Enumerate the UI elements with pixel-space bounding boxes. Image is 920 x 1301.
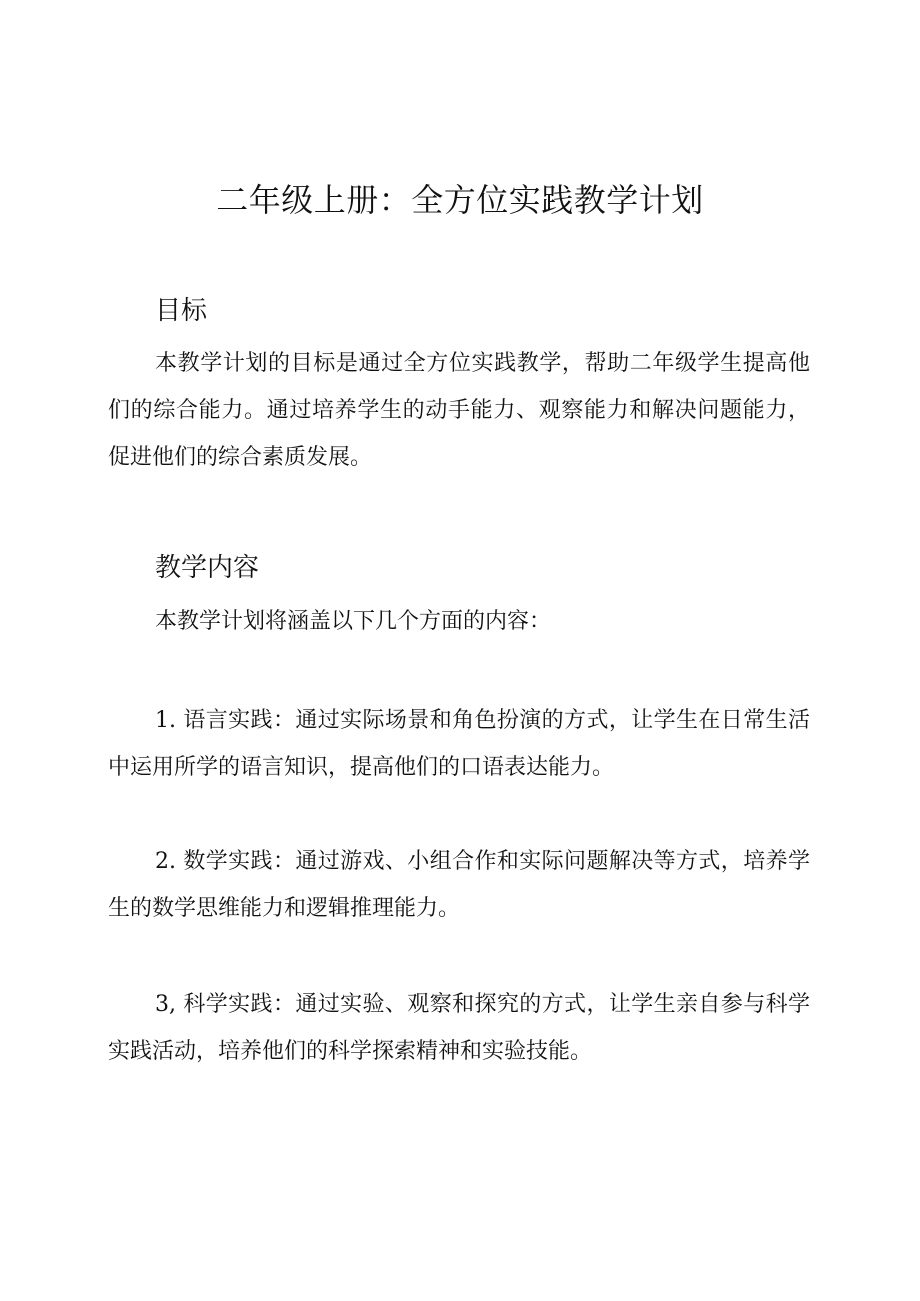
section-heading-goal: 目标 [155,296,208,326]
document-title: 二年级上册：全方位实践教学计划 [216,181,704,219]
content-item-math: 2. 数学实践：通过游戏、小组合作和实际问题解决等方式，培养学生的数学思维能力和逻辑推理能力。 [108,849,810,921]
section-heading-content: 教学内容 [155,553,260,583]
content-item-science: 3, 科学实践：通过实验、观察和探究的方式，让学生亲自参与科学实践活动，培养他们的科学探索精神和实验技能。 [108,992,810,1064]
content-intro-paragraph: 本教学计划将涵盖以下几个方面的内容： [155,609,552,634]
content-item-language: 1. 语言实践：通过实际场景和角色扮演的方式，让学生在日常生活中运用所学的语言知识，提高他们的口语表达能力。 [108,708,810,780]
goal-paragraph: 本教学计划的目标是通过全方位实践教学，帮助二年级学生提高他们的综合能力。通过培养学生的动手能力、观察能力和解决问题能力，促进他们的综合素质发展。 [108,351,810,470]
